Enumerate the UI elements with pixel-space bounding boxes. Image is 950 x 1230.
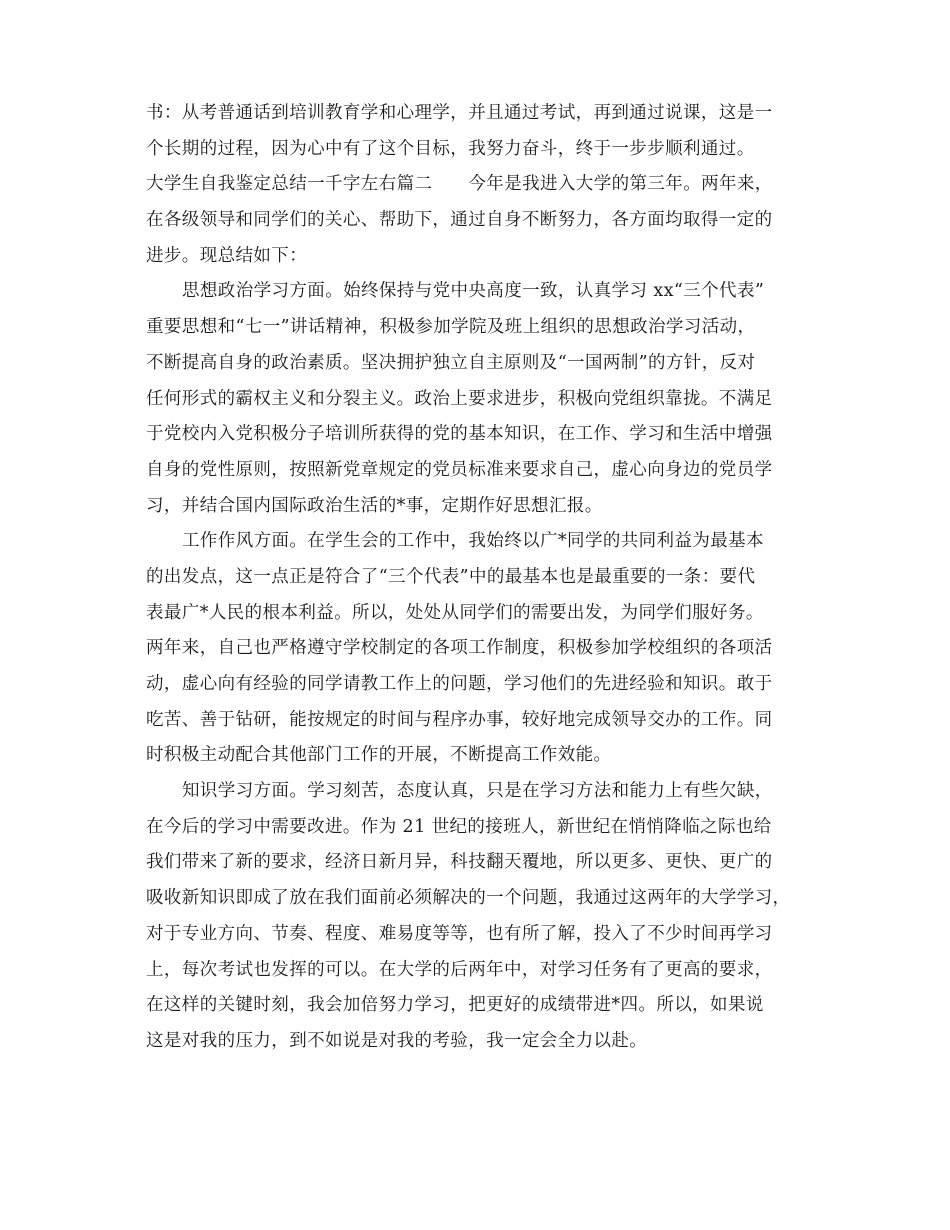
- text-line: 不断提高自身的政治素质。坚决拥护独立自主原则及“一国两制”的方针，反对: [146, 352, 756, 373]
- text-line: 动，虚心向有经验的同学请教工作上的问题，学习他们的先进经验和知识。敢于: [146, 674, 773, 694]
- text-line: 上，每次考试也发挥的可以。在大学的后两年中，对学习任务有了更高的要求，: [146, 959, 773, 980]
- text-line: 的出发点，这一点正是符合了“三个代表”中的最基本也是最重要的一条：要代: [146, 566, 756, 587]
- text-line: 在这样的关键时刻，我会加倍努力学习，把更好的成绩带进*四。所以，如果说: [146, 995, 764, 1016]
- document-body: [146, 96, 811, 1060]
- text-line: 于党校内入党积极分子培训所获得的党的基本知识，在工作、学习和生活中增强: [146, 424, 773, 445]
- text-line: 吸收新知识即成了放在我们面前必须解决的一个问题，我通过这两年的大学学习，: [146, 888, 791, 909]
- text-line: 时积极主动配合其他部门工作的开展，不断提高工作效能。: [146, 745, 612, 766]
- text-line: 进步。现总结如下：: [146, 245, 308, 266]
- text-line: 书：从考普通话到培训教育学和心理学，并且通过考试，再到通过说课，这是一: [146, 103, 773, 123]
- text-line: 重要思想和“七一”讲话精神，积极参加学院及班上组织的思想政治学习活动，: [146, 317, 756, 338]
- paragraph-start-line: 思想政治学习方面。始终保持与党中央高度一致，认真学习 xx“三个代表”: [182, 281, 765, 302]
- text-line: 表最广*人民的根本利益。所以，处处从同学们的需要出发，为同学们服好务。: [146, 602, 764, 623]
- paragraph-start-line: 知识学习方面。学习刻苦，态度认真，只是在学习方法和能力上有些欠缺，: [182, 781, 773, 802]
- text-line: 在今后的学习中需要改进。作为 21 世纪的接班人，新世纪在悄悄降临之际也给: [146, 816, 772, 837]
- section-heading: 大学生自我鉴定总结一千字左右篇二: [146, 174, 433, 195]
- text-line: 对于专业方向、节奏、程度、难易度等等，也有所了解，投入了不少时间再学习: [146, 923, 773, 944]
- text-line-continuation: 今年是我进入大学的第三年。两年来，: [468, 174, 773, 195]
- paragraph-start-line: 工作作风方面。在学生会的工作中，我始终以广*同学的共同利益为最基本: [182, 531, 764, 552]
- text-line: 这是对我的压力，到不如说是对我的考验，我一定会全力以赴。: [146, 1030, 648, 1051]
- text-line-heading: [146, 167, 811, 203]
- text-line: 两年来，自己也严格遵守学校制定的各项工作制度，积极参加学校组织的各项活: [146, 638, 773, 659]
- text-line: 个长期的过程，因为心中有了这个目标，我努力奋斗，终于一步步顺利通过。: [146, 138, 755, 159]
- text-line: 我们带来了新的要求，经济日新月异，科技翻天覆地，所以更多、更快、更广的: [146, 852, 773, 873]
- text-line: 自身的党性原则，按照新党章规定的党员标准来要求自己，虚心向身边的党员学: [146, 459, 773, 480]
- text-line: 在各级领导和同学们的关心、帮助下，通过自身不断努力，各方面均取得一定的: [146, 210, 773, 231]
- text-line: 习，并结合国内国际政治生活的*事，定期作好思想汇报。: [146, 495, 603, 516]
- text-line: 任何形式的霸权主义和分裂主义。政治上要求进步，积极向党组织靠拢。不满足: [146, 388, 773, 409]
- text-line: 吃苦、善于钻研，能按规定的时间与程序办事，较好地完成领导交办的工作。同: [146, 709, 773, 730]
